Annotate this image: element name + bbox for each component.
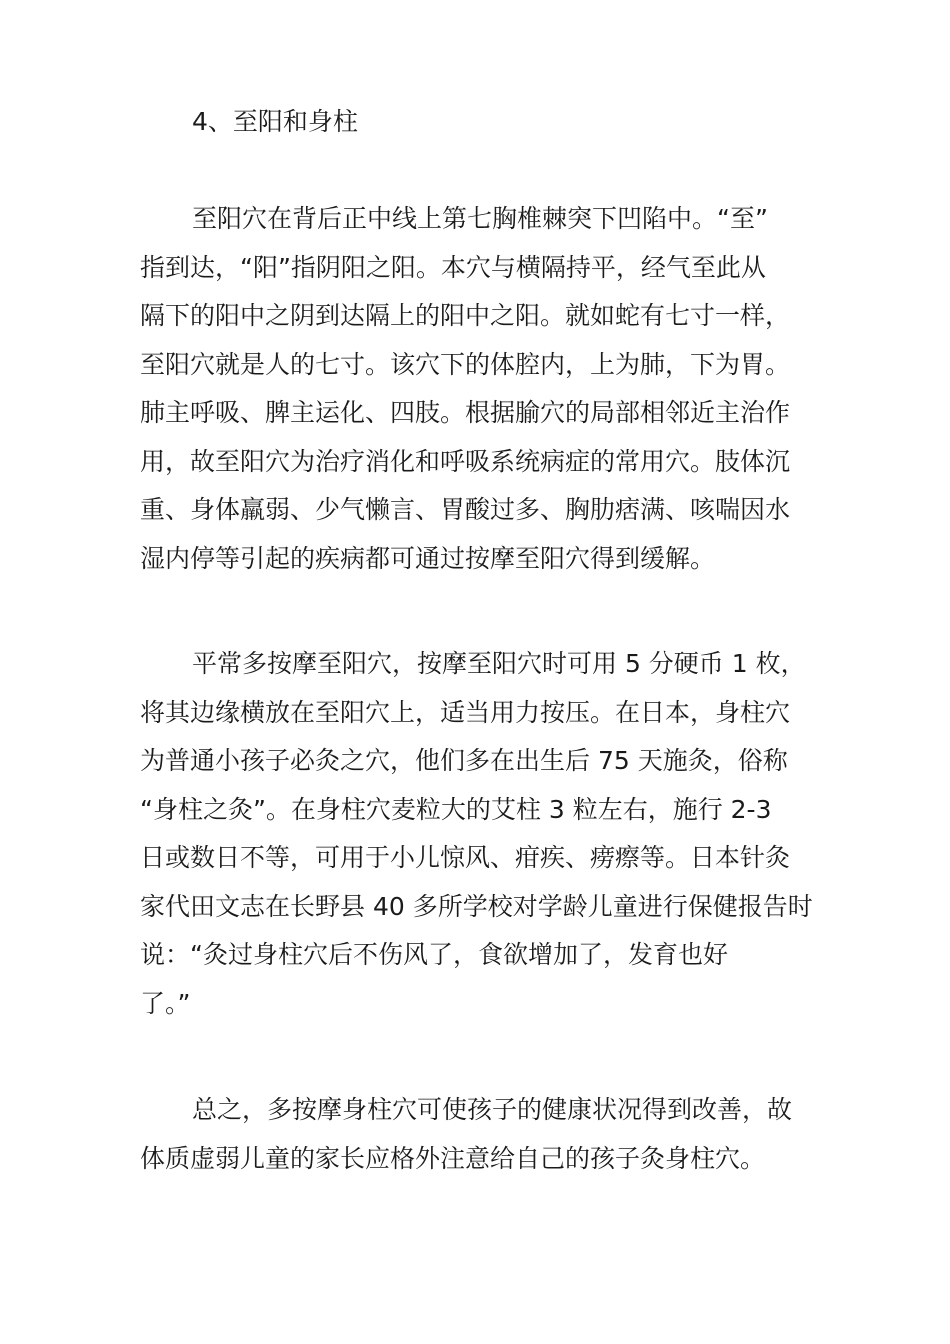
- paragraph-line: 肺主呼吸、脾主运化、四肢。根据腧穴的局部相邻近主治作: [140, 398, 791, 427]
- paragraph-zhiyang-location: [140, 195, 820, 583]
- paragraph-line: 湿内停等引起的疾病都可通过按摩至阳穴得到缓解。: [140, 543, 716, 573]
- paragraph-line: 至阳穴就是人的七寸。该穴下的体腔内，上为肺，下为胃。: [140, 349, 791, 379]
- paragraph-conclusion: [140, 1086, 820, 1183]
- paragraph-line: 说：“灸过身柱穴后不伤风了，食欲增加了，发育也好: [140, 940, 728, 969]
- paragraph-massage-method: [140, 640, 820, 1028]
- paragraph-line: 重、身体羸弱、少气懒言、胃酸过多、胸肋痞满、咳喘因水: [140, 495, 791, 524]
- paragraph-line: “身柱之灸”。在身柱穴麦粒大的艾柱 3 粒左右，施行 2-3: [140, 794, 772, 824]
- paragraph-line: 至阳穴在背后正中线上第七胸椎棘突下凹陷中。“至”: [192, 204, 768, 233]
- paragraph-line: 为普通小孩子必灸之穴，他们多在出生后 75 天施灸，俗称: [140, 746, 788, 775]
- paragraph-line: 隔下的阳中之阴到达隔上的阳中之阳。就如蛇有七寸一样，: [140, 301, 791, 330]
- paragraph-line: 了。”: [140, 988, 191, 1018]
- paragraph-line: 日或数日不等，可用于小儿惊风、疳疾、痨瘵等。日本针灸: [140, 843, 791, 872]
- paragraph-line: 总之，多按摩身柱穴可使孩子的健康状况得到改善，故: [192, 1095, 793, 1124]
- paragraph-line: 家代田文志在长野县 40 多所学校对学龄儿童进行保健报告时: [140, 891, 813, 921]
- paragraph-line: 指到达，“阳”指阴阳之阳。本穴与横隔持平，经气至此从: [140, 252, 766, 282]
- section-heading: 4、至阳和身柱: [192, 107, 358, 136]
- paragraph-line: 将其边缘横放在至阳穴上，适当用力按压。在日本，身柱穴: [140, 697, 791, 727]
- paragraph-line: 用，故至阳穴为治疗消化和呼吸系统病症的常用穴。肢体沉: [140, 446, 791, 476]
- paragraph-line: 平常多按摩至阳穴，按摩至阳穴时可用 5 分硬币 1 枚，: [192, 649, 806, 678]
- paragraph-line: 体质虚弱儿童的家长应格外注意给自己的孩子灸身柱穴。: [140, 1143, 766, 1173]
